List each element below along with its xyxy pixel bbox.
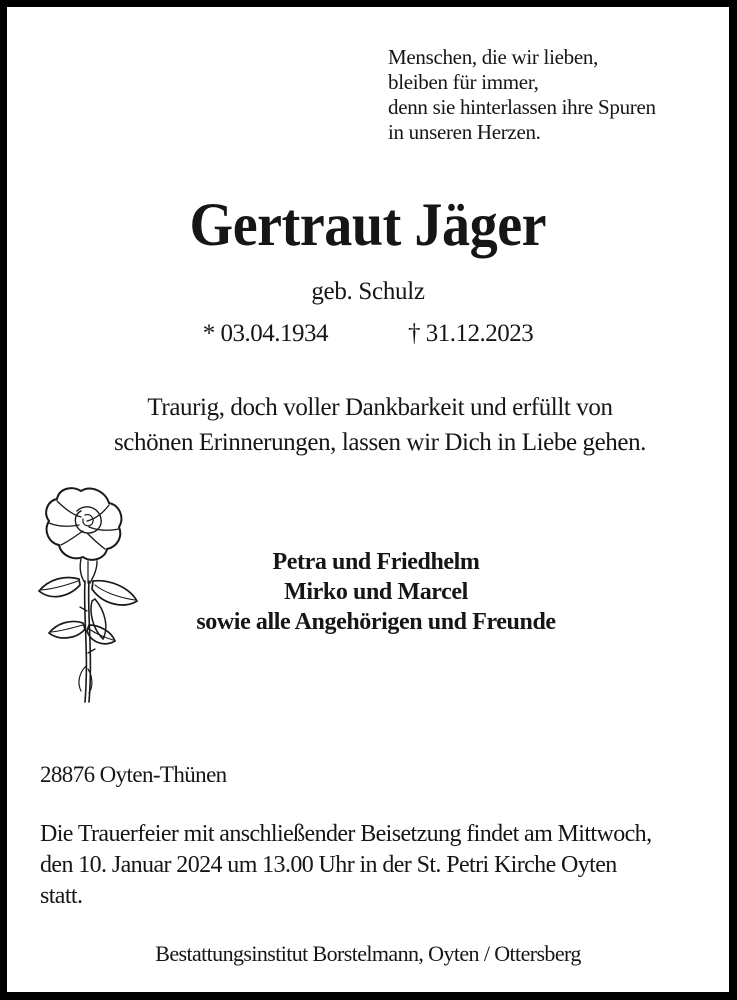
location-line: 28876 Oyten-Thünen: [40, 762, 227, 787]
mourners-line: Mirko und Marcel: [284, 579, 468, 605]
mourners-list: [23, 547, 729, 637]
funeral-notice-line: den 10. Januar 2024 um 13.00 Uhr in der St. Petri Kirche Oyten: [40, 852, 617, 878]
deceased-name: Gertraut Jäger: [189, 192, 547, 259]
verse-line: in unseren Herzen.: [388, 120, 541, 144]
tribute-text: [31, 390, 729, 460]
birth-star-symbol: *: [202, 320, 215, 347]
birth-date-line: [203, 320, 328, 348]
deceased-name-block: [7, 193, 729, 259]
tribute-line: schönen Erinnerungen, lassen wir Dich in Liebe gehen.: [113, 429, 647, 456]
funeral-notice-line: statt.: [40, 883, 83, 909]
mourners-line: sowie alle Angehörigen und Freunde: [196, 609, 556, 635]
verse-line: denn sie hinterlassen ihre Spuren: [388, 95, 656, 119]
funeral-home-line: Bestattungsinstitut Borstelmann, Oyten / Ottersberg: [155, 941, 581, 966]
funeral-notice-line: Die Trauerfeier mit anschließender Beisetzung findet am Mittwoch,: [40, 821, 652, 847]
tribute-line: Traurig, doch voller Dankbarkeit und erfüllt von: [147, 394, 613, 421]
death-dagger-symbol: †: [408, 320, 420, 347]
funeral-notice: [40, 819, 652, 912]
death-date: 31.12.2023: [425, 320, 534, 347]
mourners-line: Petra und Friedhelm: [272, 549, 480, 575]
maiden-name: geb. Schulz: [311, 278, 425, 305]
death-date-line: [408, 320, 533, 348]
memorial-verse: [388, 45, 656, 145]
verse-line: Menschen, die wir lieben,: [388, 45, 599, 69]
verse-line: bleiben für immer,: [388, 70, 539, 94]
life-dates: [7, 320, 729, 348]
birth-date: 03.04.1934: [220, 320, 328, 347]
